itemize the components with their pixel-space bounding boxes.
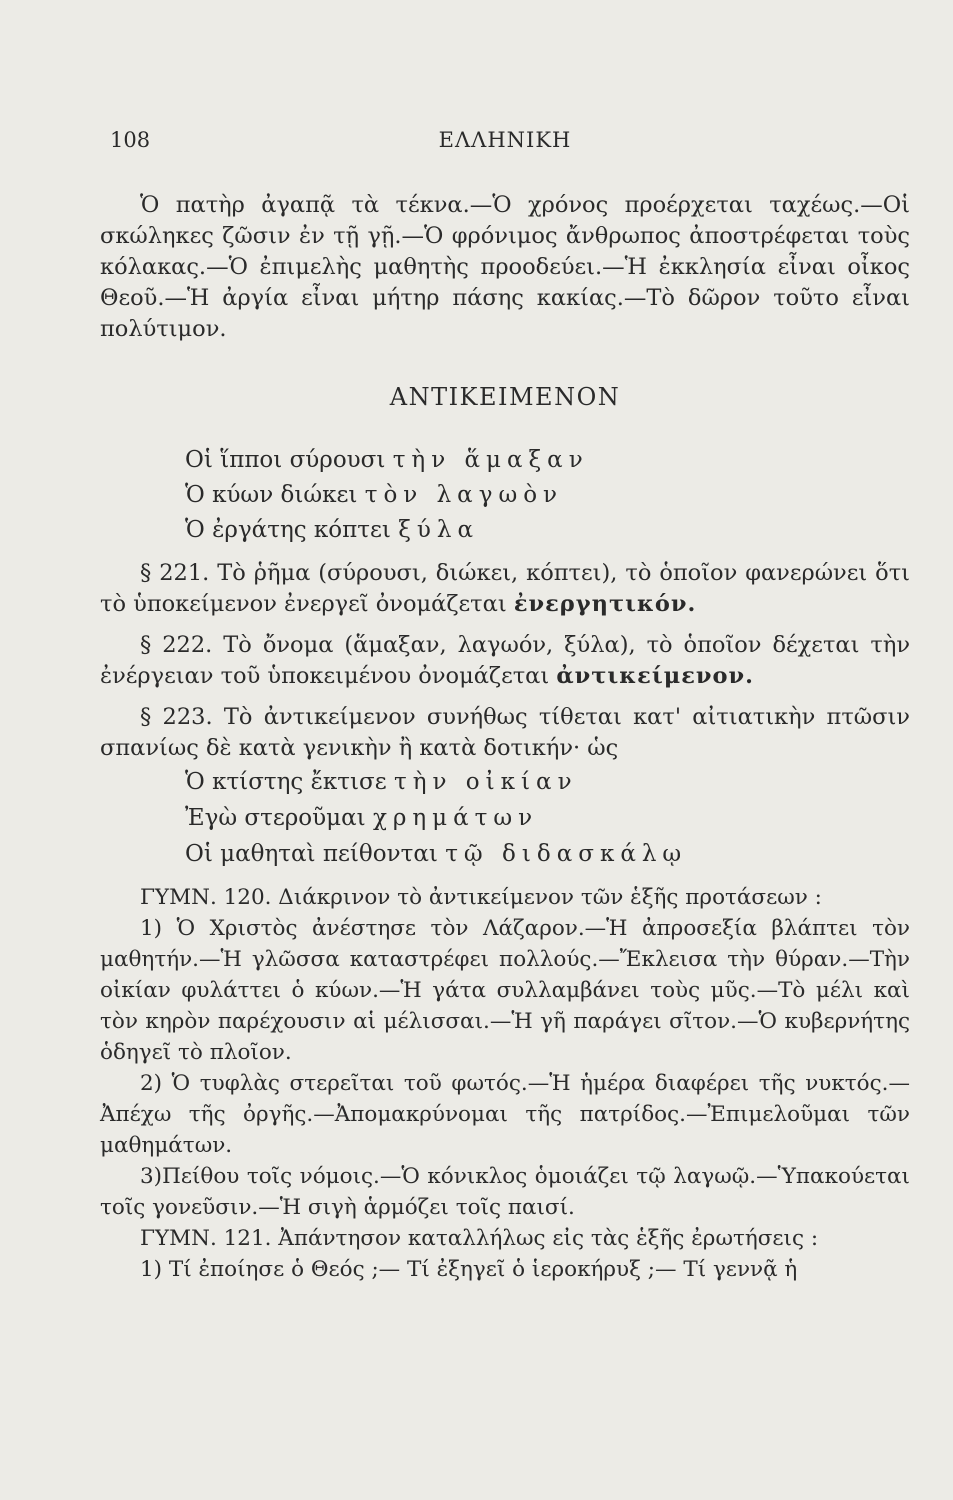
example-line: Ὁ κύων διώκει τὸν λαγωὸν bbox=[185, 482, 564, 508]
section-title: ΑΝΤΙΚΕΙΜΕΝΟΝ bbox=[389, 383, 621, 411]
page-body bbox=[100, 190, 910, 1285]
paragraph-223: § 223. Τὸ ἀντικείμενον συνήθως τίθεται κατ' αἰτιατικὴν πτῶσιν σπανίως δὲ κατὰ γενικὴν ἢ κατὰ δοτικήν· ὡς bbox=[100, 704, 910, 761]
page-header bbox=[110, 128, 900, 168]
running-title: ΕΛΛΗΝΙΚΗ bbox=[438, 128, 572, 152]
example-line: Ἐγὼ στεροῦμαι χρημάτων bbox=[185, 805, 539, 831]
exercise-121-heading: ΓΥΜΝ. 121. Ἀπάντησον καταλλήλως εἰς τὰς ἑξῆς ἐρωτήσεις : bbox=[140, 1226, 819, 1251]
term-energetikon: ἐνεργητικόν. bbox=[513, 591, 697, 617]
examples-block-1 bbox=[100, 443, 910, 548]
paragraph-222: § 222. Τὸ ὄνομα (ἅμαξαν, λαγωόν, ξύλα), τὸ ὁποῖον δέχεται τὴν ἐνέργειαν τοῦ ὑποκειμένου ὀνομάζεται ἀντικείμενον. bbox=[100, 632, 910, 689]
example-line: Ὁ ἐργάτης κόπτει ξύλα bbox=[185, 517, 479, 543]
term-antikeimenon: ἀντικείμενον. bbox=[556, 663, 754, 689]
paragraph-221: § 221. Τὸ ῥῆμα (σύρουσι, διώκει, κόπτει), τὸ ὁποῖον φανερώνει ὅτι τὸ ὑποκείμενον ἐνεργεῖ ὀνομάζεται ἐνεργητικόν. bbox=[100, 560, 910, 617]
exercise-121-part-1: 1) Τί ἐποίησε ὁ Θεός ;— Τί ἐξηγεῖ ὁ ἱεροκήρυξ ;— Τί γεννᾷ ἡ bbox=[140, 1257, 798, 1282]
example-line: Ὁ κτίστης ἔκτισε τὴν οἰκίαν bbox=[185, 769, 578, 795]
page-number: 108 bbox=[110, 128, 151, 152]
example-line: Οἱ μαθηταὶ πείθονται τῷ διδασκάλῳ bbox=[185, 841, 688, 867]
exercise-120-heading: ΓΥΜΝ. 120. Διάκρινον τὸ ἀντικείμενον τῶν ἑξῆς προτάσεων : bbox=[140, 885, 822, 910]
exercise-120-part-1: 1) Ὁ Χριστὸς ἀνέστησε τὸν Λάζαρον.—Ἡ ἀπροσεξία βλάπτει τὸν μαθητήν.—Ἡ γλῶσσα καταστρέφει πολλούς.—Ἔκλεισα τὴν θύραν.—Τὴν οἰκίαν φυλάττει ὁ κύων.—Ἡ γάτα συλλαμβάνει τοὺς μῦς.—Τὸ μέλι καὶ τὸν κηρὸν παρέχουσιν αἱ μέλισσαι.—Ἡ γῆ παράγει σῖτον.—Ὁ κυβερνήτης ὁδηγεῖ τὸ πλοῖον. bbox=[100, 916, 910, 1065]
examples-block-2 bbox=[100, 764, 910, 872]
exercise-120-part-2: 2) Ὁ τυφλὰς στερεῖται τοῦ φωτός.—Ἡ ἡμέρα διαφέρει τῆς νυκτός.—Ἀπέχω τῆς ὀργῆς.—Ἀπομακρύνομαι τῆς πατρίδος.—Ἐπιμελοῦμαι τῶν μαθημάτων. bbox=[100, 1071, 910, 1158]
example-line: Οἱ ἵπποι σύρουσι τὴν ἅμαξαν bbox=[185, 447, 589, 473]
exercise-120-part-3: 3)Πείθου τοῖς νόμοις.—Ὁ κόνικλος ὁμοιάζει τῷ λαγωῷ.—Ὑπακούεται τοῖς γονεῦσιν.—Ἡ σιγὴ ἁρμόζει τοῖς παισί. bbox=[100, 1164, 910, 1220]
intro-paragraph: Ὁ πατὴρ ἀγαπᾷ τὰ τέκνα.—Ὁ χρόνος προέρχεται ταχέως.—Οἱ σκώληκες ζῶσιν ἐν τῇ γῇ.—Ὁ φρόνιμος ἄνθρωπος ἀποστρέφεται τοὺς κόλακας.—Ὁ ἐπιμελὴς μαθητὴς προοδεύει.—Ἡ ἐκκλησία εἶναι οἶκος Θεοῦ.—Ἡ ἀργία εἶναι μήτηρ πάσης κακίας.—Τὸ δῶρον τοῦτο εἶναι πολύτιμον. bbox=[100, 192, 910, 342]
